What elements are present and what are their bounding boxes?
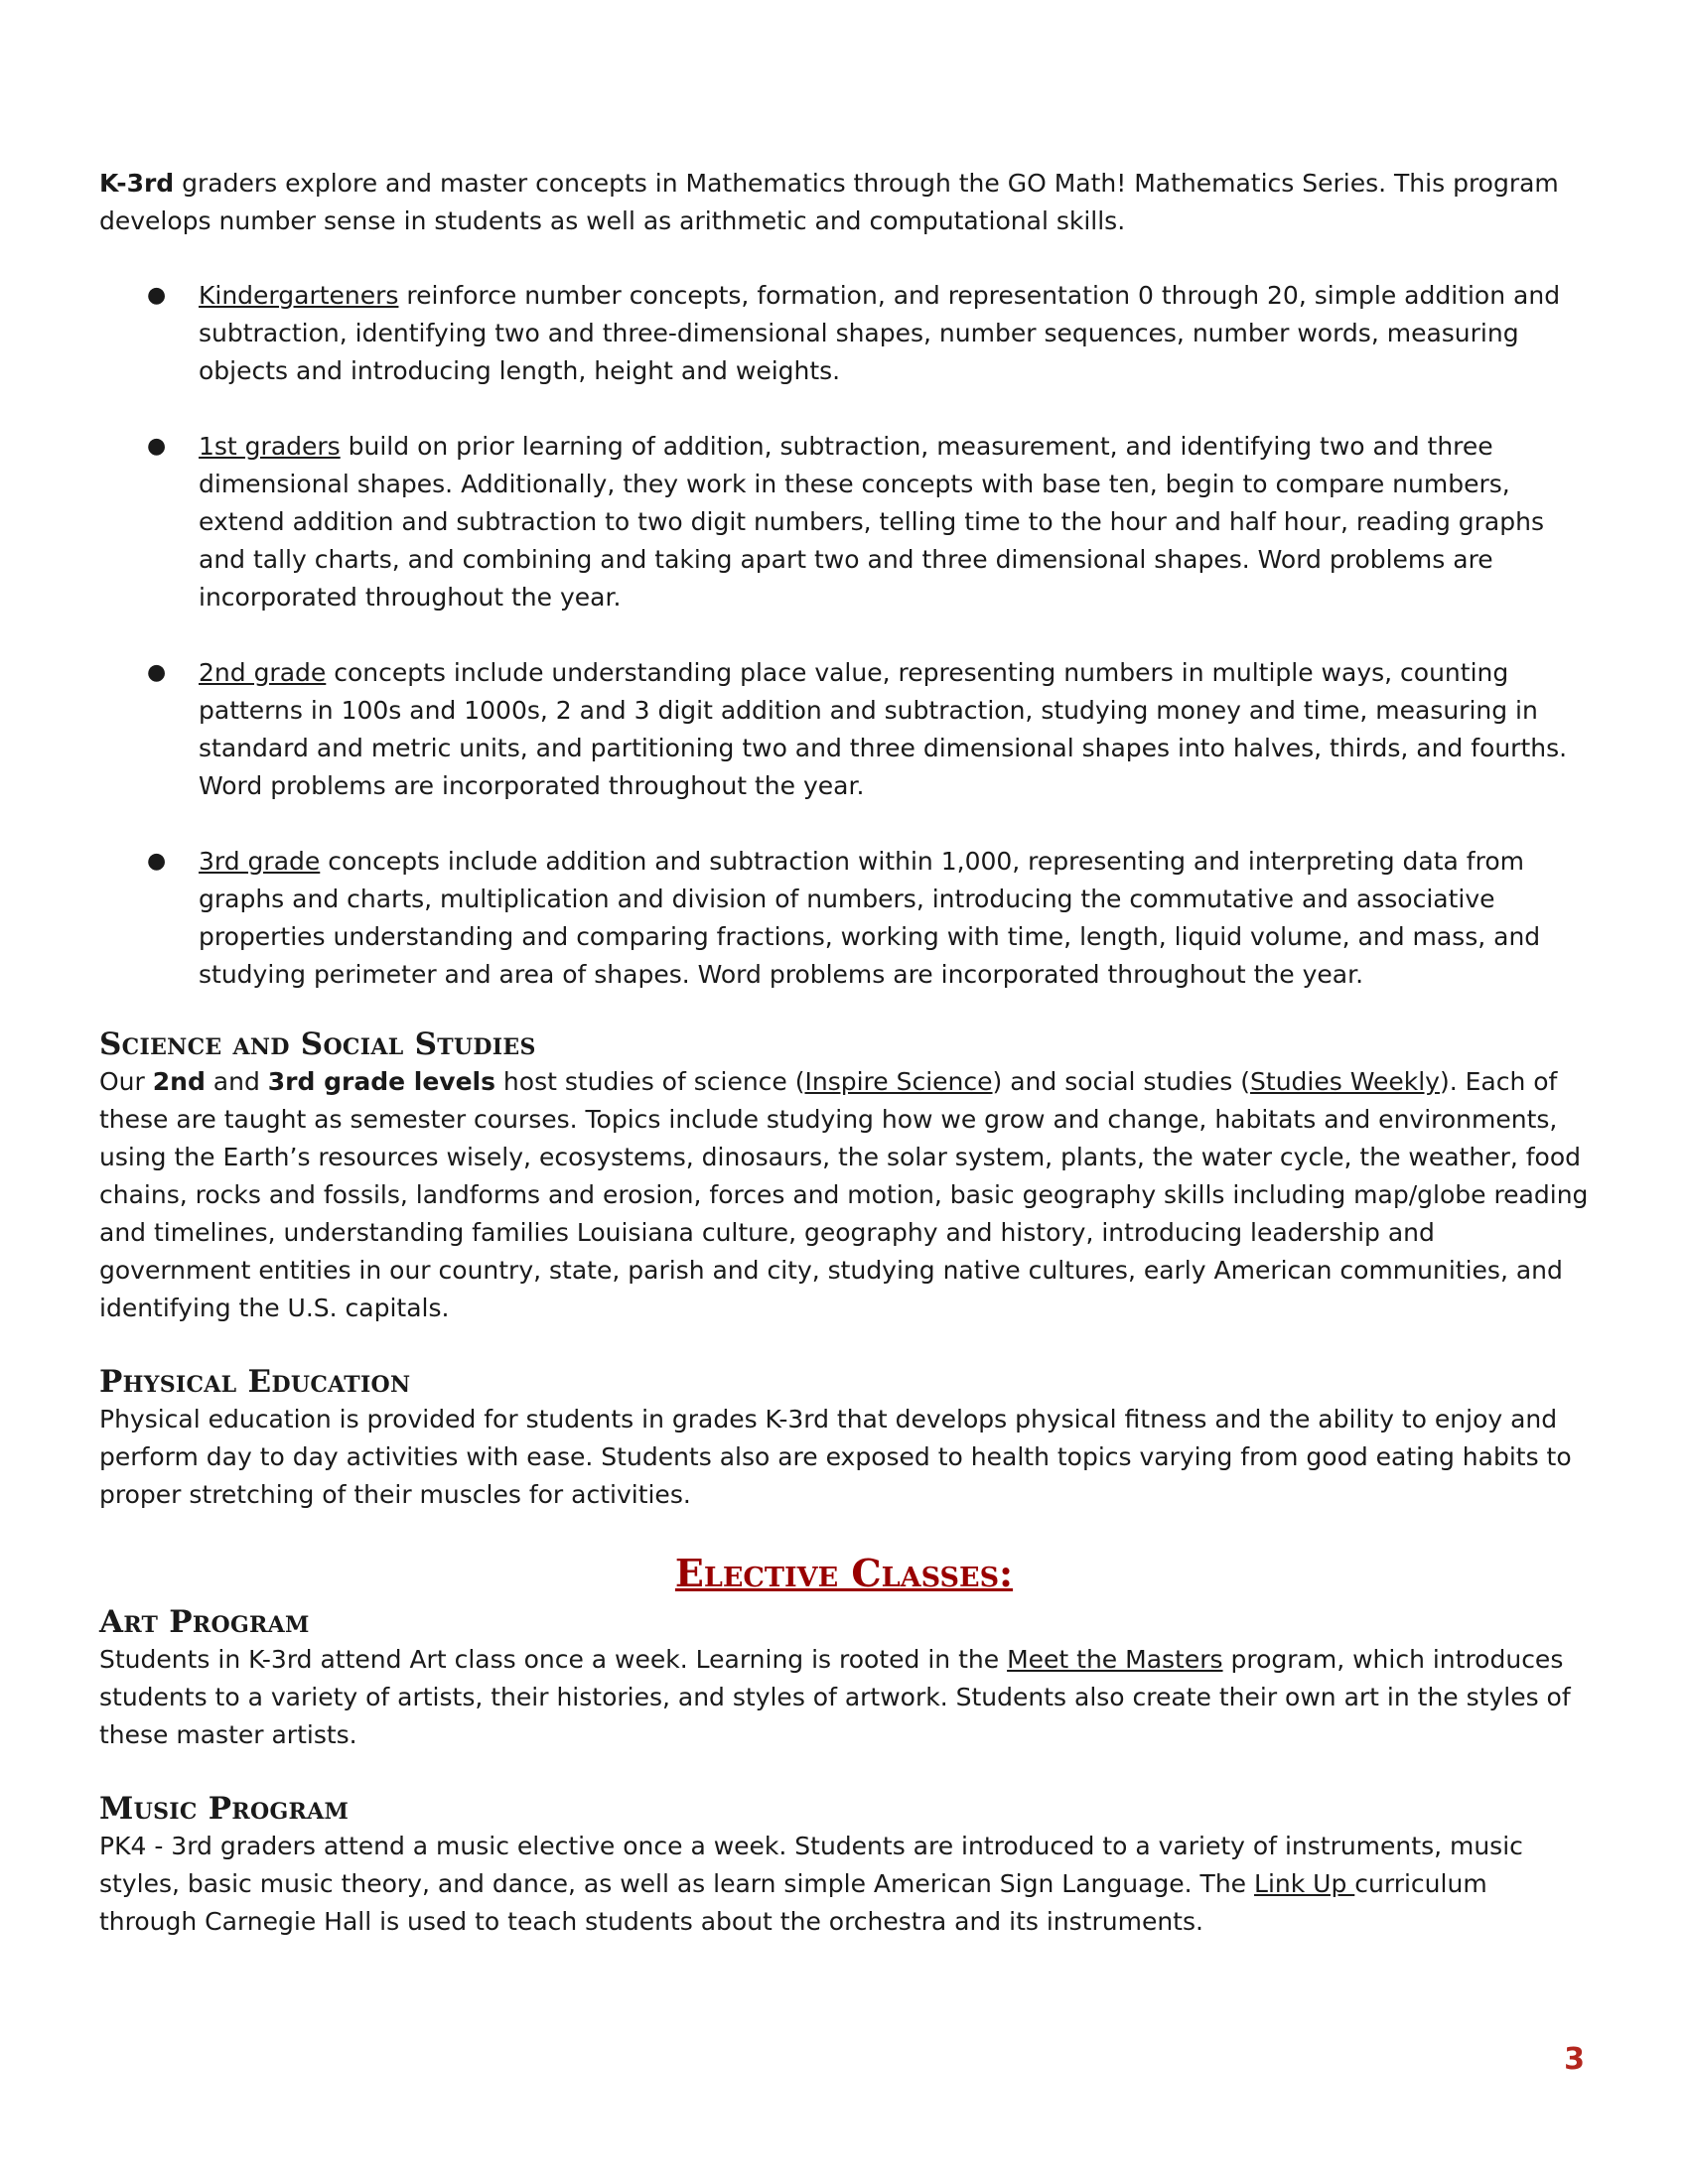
list-item-text: concepts include understanding place value, representing numbers in multiple ways, counting patterns in 100s and 1000s, 2 and 3 digit addition and subtraction, studying money and time, measuring in standard and metric units, and partitioning two and three dimensional shapes into halves, thirds, and fourths. Word problems are incorporated throughout the year. [199, 658, 1568, 800]
science-heading: Science and Social Studies [99, 1026, 536, 1062]
physical-education-section [99, 1363, 1589, 1514]
list-item-text: concepts include addition and subtraction within 1,000, representing and interpreting data from graphs and charts, multiplication and division of numbers, introducing the commutative and associative properties understanding and comparing fractions, working with time, length, liquid volume, and mass, and studying perimeter and area of shapes. Word problems are incorporated throughout the year. [199, 847, 1541, 989]
list-item-text: build on prior learning of addition, subtraction, measurement, and identifying two and three dimensional shapes. Additionally, they work in these concepts with base ten, begin to compare numbers, extend addition and subtraction to two digit numbers, telling time to the hour and half hour, reading graphs and tally charts, and combining and taking apart two and three dimensional shapes. Word problems are incorporated throughout the year. [199, 432, 1544, 612]
art-section [99, 1603, 1589, 1754]
art-text: program, which introduces students to a variety of artists, their histories, and styles of artwork. Students also create their own art in the styles of these master artists. [99, 1645, 1571, 1749]
science-text: host studies of science ( [494, 1067, 805, 1096]
bullet-icon: ● [147, 660, 167, 685]
inspire-science-link[interactable]: Inspire Science [804, 1067, 993, 1096]
music-heading: Music Program [99, 1791, 350, 1827]
music-section [99, 1790, 1589, 1941]
math-intro-paragraph [99, 165, 1589, 240]
elective-classes-heading: Elective Classes: [674, 1551, 1014, 1595]
math-intro-text: graders explore and master concepts in Mathematics through the GO Math! Mathematics Series. This program develops number sense in students as well as arithmetic and computational skills. [99, 169, 1559, 235]
science-text: ). Each of these are taught as semester courses. Topics include studying how we grow and change, habitats and environments, using the Earth’s resources wisely, ecosystems, dinosaurs, the solar system, plants, the water cycle, the weather, food chains, rocks and fossils, landforms and erosion, forces and motion, basic geography skills including map/globe reading and timelines, understanding families Louisiana culture, geography and history, introducing leadership and government entities in our country, state, parish and city, studying native cultures, early American communities, and identifying the U.S. capitals. [99, 1067, 1589, 1322]
studies-weekly-link[interactable]: Studies Weekly [1250, 1067, 1440, 1096]
music-paragraph [99, 1828, 1589, 1941]
science-paragraph [99, 1063, 1589, 1327]
math-intro-bold: K-3rd [99, 169, 175, 198]
bullet-icon: ● [147, 283, 167, 308]
list-item [99, 843, 1589, 994]
list-item [99, 277, 1589, 390]
science-text: Our [99, 1067, 153, 1096]
physical-education-heading: Physical Education [99, 1364, 411, 1400]
science-bold-3rd: 3rd grade levels [267, 1067, 495, 1096]
music-text: curriculum through Carnegie Hall is used to teach students about the orchestra and its instruments. [99, 1869, 1487, 1936]
second-grade-link[interactable]: 2nd grade [199, 658, 327, 687]
science-section [99, 1025, 1589, 1327]
first-graders-link[interactable]: 1st graders [199, 432, 341, 461]
page-content [99, 165, 1589, 1977]
art-heading: Art Program [99, 1604, 310, 1640]
music-text: PK4 - 3rd graders attend a music elective once a week. Students are introduced to a variety of instruments, music styles, basic music theory, and dance, as well as learn simple American Sign Language. The [99, 1832, 1523, 1898]
third-grade-link[interactable]: 3rd grade [199, 847, 321, 876]
list-item [99, 428, 1589, 616]
art-paragraph [99, 1641, 1589, 1754]
bullet-icon: ● [147, 434, 167, 459]
science-bold-2nd: 2nd [152, 1067, 206, 1096]
art-text: Students in K-3rd attend Art class once a week. Learning is rooted in the [99, 1645, 1008, 1674]
link-up-link[interactable]: Link Up [1254, 1869, 1355, 1898]
page-number: 3 [1564, 2042, 1585, 2077]
kindergarteners-link[interactable]: Kindergarteners [199, 281, 399, 310]
physical-education-paragraph: Physical education is provided for students in grades K-3rd that develops physical fitness and the ability to enjoy and perform day to day activities with ease. Students also are exposed to health topics varying from good eating habits to proper stretching of their muscles for activities. [99, 1405, 1572, 1509]
science-text: ) and social studies ( [992, 1067, 1251, 1096]
meet-the-masters-link[interactable]: Meet the Masters [1007, 1645, 1223, 1674]
science-text: and [205, 1067, 268, 1096]
list-item-text: reinforce number concepts, formation, and representation 0 through 20, simple addition and subtraction, identifying two and three-dimensional shapes, number sequences, number words, measuring objects and introducing length, height and weights. [199, 281, 1561, 385]
bullet-icon: ● [147, 849, 167, 874]
math-grade-list [99, 277, 1589, 994]
list-item [99, 654, 1589, 805]
